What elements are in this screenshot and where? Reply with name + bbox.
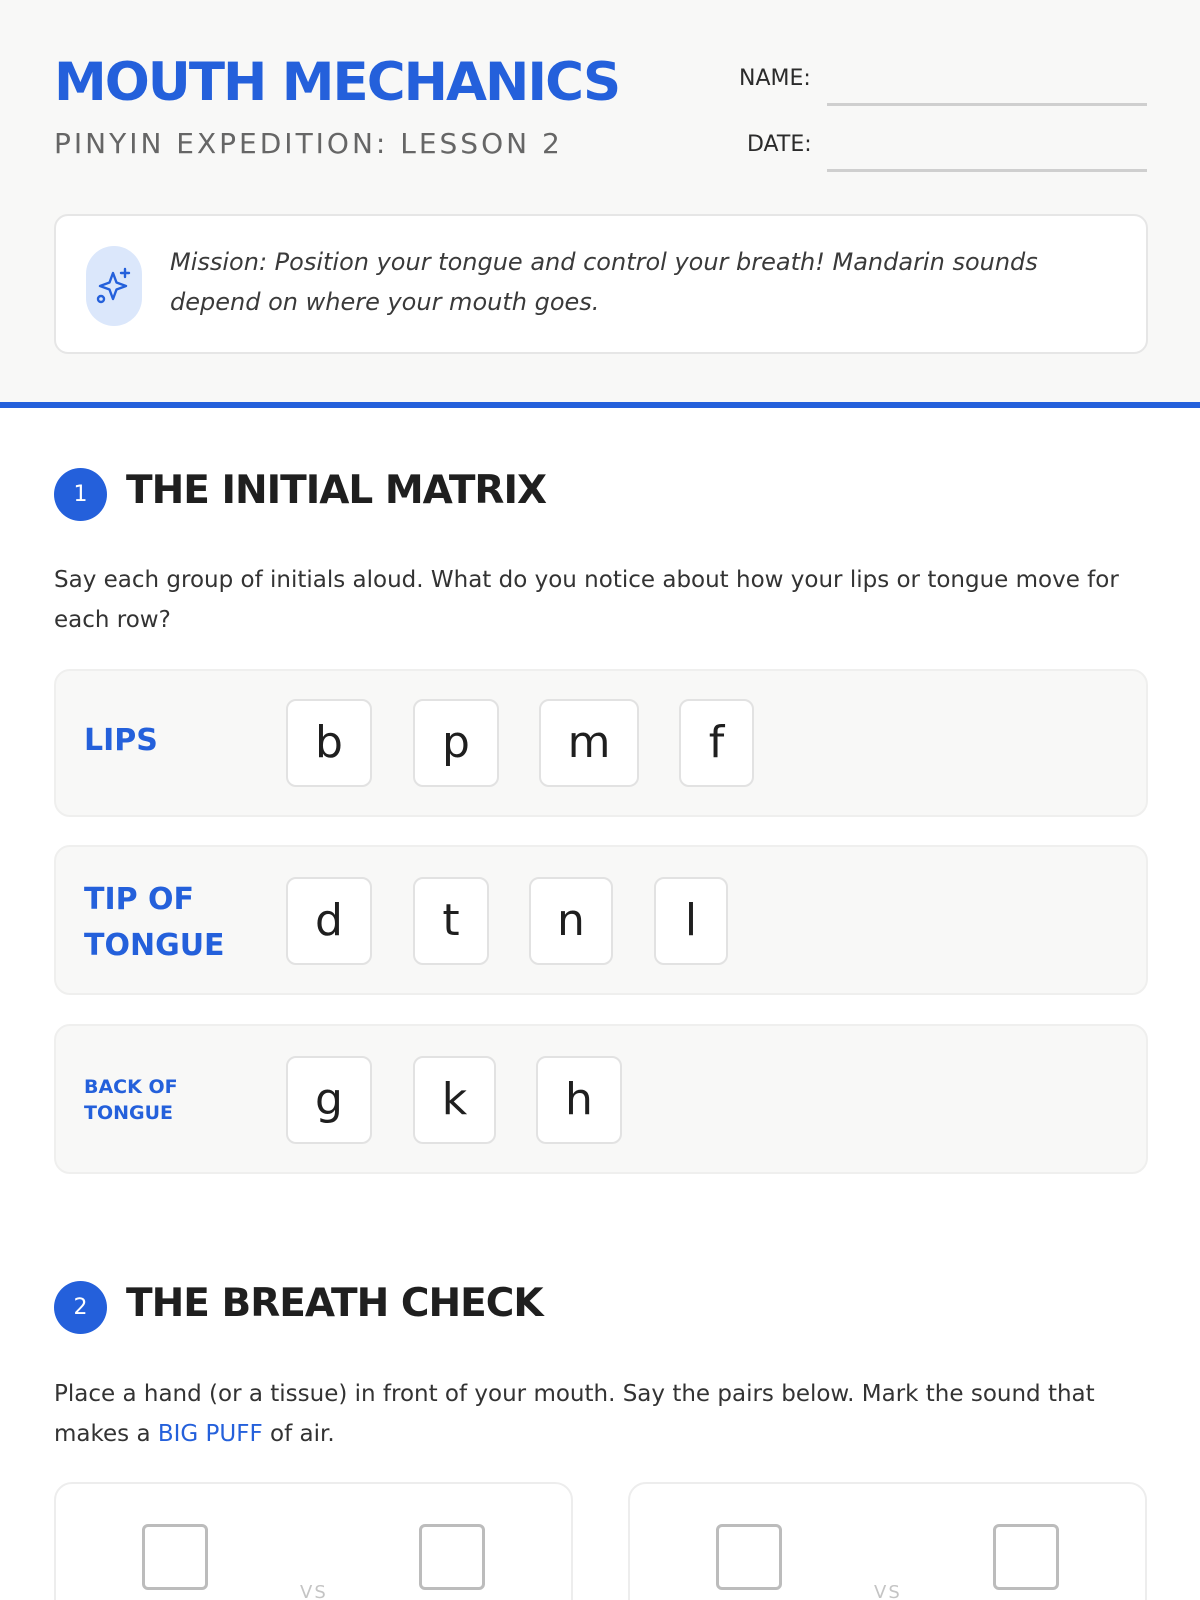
section-2-number: 2 bbox=[54, 1281, 107, 1334]
vs-label: VS bbox=[874, 1582, 902, 1600]
initial-tile[interactable]: l bbox=[654, 877, 728, 965]
matrix-row-tip-of-tongue bbox=[54, 845, 1148, 995]
matrix-row-back-of-tongue bbox=[54, 1024, 1148, 1174]
row-label: BACK OF TONGUE bbox=[84, 1076, 178, 1124]
initial-tile[interactable]: n bbox=[529, 877, 613, 965]
vs-label: VS bbox=[300, 1582, 328, 1600]
section-2-description: Place a hand (or a tissue) in front of your mouth. Say the pairs below. Mark the sound that makes a BIG PUFF of air. bbox=[54, 1381, 1095, 1447]
pair-checkbox[interactable] bbox=[993, 1524, 1059, 1590]
initial-tile[interactable]: p bbox=[413, 699, 499, 787]
date-label: DATE: bbox=[747, 132, 812, 157]
initial-tile[interactable]: d bbox=[286, 877, 372, 965]
worksheet-header bbox=[0, 0, 1200, 408]
pair-card bbox=[54, 1482, 573, 1600]
mission-card bbox=[54, 214, 1148, 354]
matrix-row-lips bbox=[54, 669, 1148, 817]
mission-text: Mission: Position your tongue and control your breath! Mandarin sounds depend on where your mouth goes. bbox=[170, 248, 1038, 316]
initial-tile[interactable]: m bbox=[539, 699, 639, 787]
initial-tile[interactable]: t bbox=[413, 877, 489, 965]
initial-tile[interactable]: f bbox=[679, 699, 754, 787]
pair-checkbox[interactable] bbox=[142, 1524, 208, 1590]
initial-tile[interactable]: b bbox=[286, 699, 372, 787]
initial-tile[interactable]: g bbox=[286, 1056, 372, 1144]
row-label: TIP OF TONGUE bbox=[84, 882, 225, 963]
name-field[interactable] bbox=[827, 103, 1147, 106]
pair-checkbox[interactable] bbox=[419, 1524, 485, 1590]
initial-tile[interactable]: h bbox=[536, 1056, 622, 1144]
name-label: NAME: bbox=[739, 66, 811, 91]
pair-checkbox[interactable] bbox=[716, 1524, 782, 1590]
initial-tile[interactable]: k bbox=[413, 1056, 496, 1144]
section-1-number: 1 bbox=[54, 468, 107, 521]
pair-card bbox=[628, 1482, 1147, 1600]
page-subtitle: PINYIN EXPEDITION: LESSON 2 bbox=[54, 127, 563, 160]
page-title: MOUTH MECHANICS bbox=[54, 52, 620, 113]
sparkle-icon bbox=[86, 246, 142, 326]
date-field[interactable] bbox=[827, 169, 1147, 172]
section-1-title: THE INITIAL MATRIX bbox=[126, 468, 547, 513]
section-1-description: Say each group of initials aloud. What do you notice about how your lips or tongue move for each row? bbox=[54, 567, 1119, 633]
section-2-title: THE BREATH CHECK bbox=[126, 1281, 543, 1326]
big-puff-highlight: BIG PUFF bbox=[157, 1421, 263, 1447]
row-label: LIPS bbox=[84, 723, 158, 758]
